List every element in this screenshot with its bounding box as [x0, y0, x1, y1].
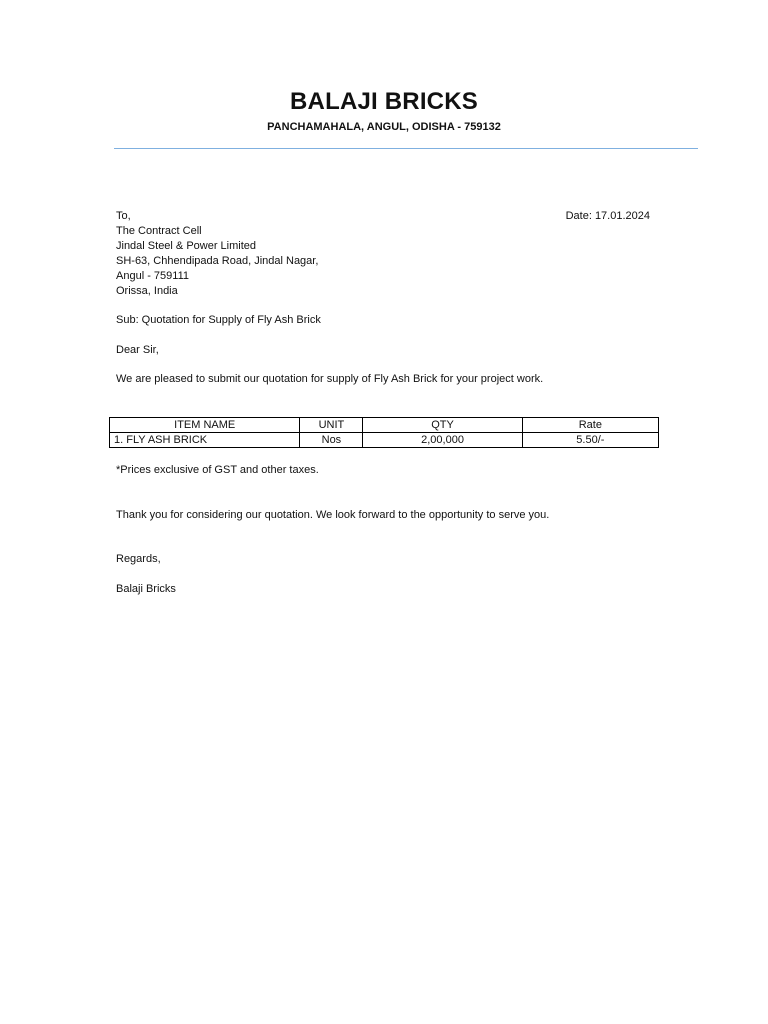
company-name: BALAJI BRICKS: [290, 88, 478, 115]
company-address: PANCHAMAHALA, ANGUL, ODISHA - 759132: [267, 121, 501, 133]
recipient-line: Angul - 759111: [116, 270, 189, 282]
quotation-table: [109, 417, 659, 448]
header-qty: QTY: [363, 418, 522, 433]
to-label: To,: [116, 210, 131, 222]
cell-unit: Nos: [300, 433, 363, 448]
salutation: Dear Sir,: [116, 344, 159, 356]
table-row: [110, 433, 659, 448]
header-unit: UNIT: [300, 418, 363, 433]
recipient-line: Jindal Steel & Power Limited: [116, 240, 257, 252]
signature: Balaji Bricks: [116, 583, 176, 595]
tax-note: *Prices exclusive of GST and other taxes.: [116, 464, 319, 476]
recipient-line: Orissa, India: [116, 285, 178, 297]
thanks-paragraph: Thank you for considering our quotation. We look forward to the opportunity to serve you.: [116, 509, 550, 521]
closing: Regards,: [116, 553, 161, 565]
cell-qty: 2,00,000: [363, 433, 522, 448]
recipient-line: The Contract Cell: [116, 225, 202, 237]
header-divider: [114, 148, 698, 149]
recipient-line: SH-63, Chhendipada Road, Jindal Nagar,: [116, 255, 319, 267]
intro-paragraph: We are pleased to submit our quotation for supply of Fly Ash Brick for your project work.: [116, 373, 544, 385]
header-item-name: ITEM NAME: [110, 418, 300, 433]
subject-line: Sub: Quotation for Supply of Fly Ash Brick: [116, 314, 321, 326]
table-header-row: [110, 418, 659, 433]
cell-rate: 5.50/-: [522, 433, 658, 448]
recipient-address: [116, 224, 318, 299]
cell-item-name: 1. FLY ASH BRICK: [110, 433, 300, 448]
letter-date: Date: 17.01.2024: [565, 210, 650, 222]
header-rate: Rate: [522, 418, 658, 433]
